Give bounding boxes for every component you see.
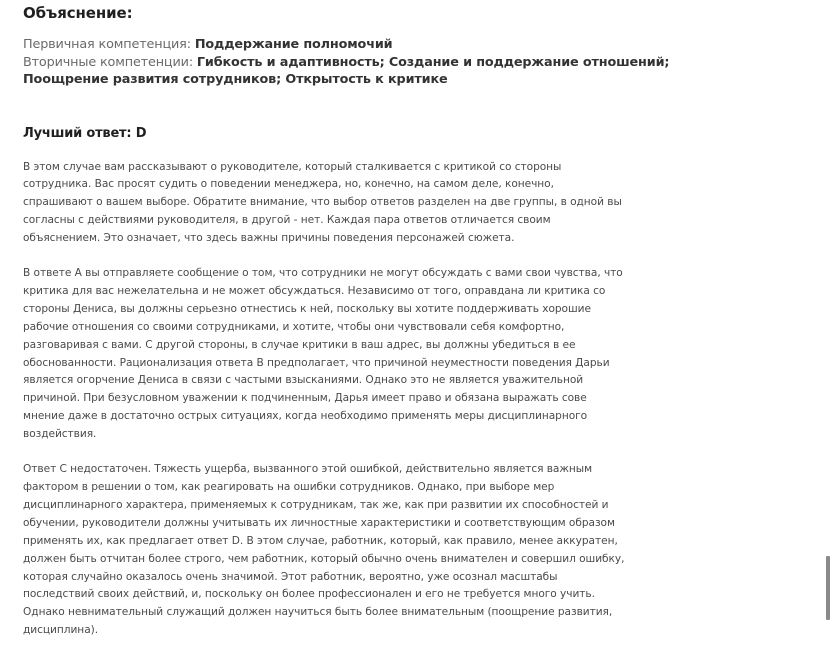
paragraph-line: сотрудника. Вас просят судить о поведении менеджера, но, конечно, на самом деле, конечно, <box>23 178 554 191</box>
paragraph-line: которая случайно оказалось очень значимой. Этот работник, вероятно, уже осознал масштабы <box>23 570 558 583</box>
secondary-competencies-value-line2: Поощрение развития сотрудников; Открытость к критике <box>23 72 448 87</box>
paragraph-2 <box>23 265 823 444</box>
secondary-competencies <box>23 54 823 72</box>
paragraph-line: рабочие отношения со своими сотрудниками, и хотите, чтобы они чувствовали себя комфортно, <box>23 320 565 333</box>
paragraph-line: применять их, как предлагает ответ D. В этом случае, работник, который, как правило, менее аккуратен, <box>23 534 618 547</box>
paragraph-line: воздействия. <box>23 428 97 441</box>
paragraph-line: последствий своих действий, и, поскольку он более профессионален и его не требуется много учить. <box>23 588 595 601</box>
secondary-competencies-label: Вторичные компетенции: <box>23 54 193 70</box>
scrollbar-thumb[interactable] <box>826 556 830 620</box>
best-answer-label: Лучший ответ: <box>23 125 132 141</box>
explanation-heading: Объяснение: <box>23 4 133 22</box>
paragraph-line: В этом случае вам рассказывают о руководителе, который сталкивается с критикой со стороны <box>23 160 562 173</box>
paragraph-line: Однако невнимательный служащий должен научиться быть более внимательным (поощрение развития, <box>23 606 613 619</box>
best-answer-value: D <box>135 125 147 141</box>
best-answer <box>23 125 823 143</box>
paragraph-line: обоснованности. Рационализация ответа В предполагает, что причиной неуместности поведения Дарьи <box>23 356 610 369</box>
explanation-content <box>23 0 823 640</box>
paragraph-line: критика для вас нежелательна и не может обсуждаться. Независимо от того, оправдана ли критика со <box>23 284 606 297</box>
primary-competency-value: Поддержание полномочий <box>194 37 393 52</box>
paragraph-line: В ответе А вы отправляете сообщение о том, что сотрудники не могут обсуждать с вами свои чувства, что <box>23 267 623 280</box>
paragraph-line: спрашивают о вашем выборе. Обратите внимание, что выбор ответов разделен на две группы, в одной вы <box>23 196 622 209</box>
primary-competency <box>23 36 823 54</box>
paragraph-line: Ответ С недостаточен. Тяжесть ущерба, вызванного этой ошибкой, действительно является важным <box>23 463 593 476</box>
primary-competency-label: Первичная компетенция: <box>23 37 191 52</box>
secondary-competencies-value-line1: Гибкость и адаптивность; Создание и поддержание отношений; <box>196 54 670 70</box>
secondary-competencies-cont <box>23 71 823 89</box>
paragraph-line: стороны Дениса, вы должны серьезно отнестись к ней, поскольку вы хотите поддерживать хорошие <box>23 302 591 315</box>
paragraph-line: является огорчение Дениса в связи с частыми взысканиями. Однако это не является уважительной <box>23 374 584 387</box>
paragraph-line: дисциплинарного характера, применяемых к сотрудникам, так же, как при развитии их способностей и <box>23 498 609 511</box>
competencies-block <box>23 36 823 89</box>
paragraph-line: объяснением. Это означает, что здесь важны причины поведения персонажей сюжета. <box>23 232 515 245</box>
paragraph-line: разговаривая с вами. С другой стороны, в случае критики в ваш адрес, вы должны убедиться в ее <box>23 338 576 351</box>
paragraph-line: причиной. При безусловном уважении к подчиненным, Дарья имеет право и обязана выражать сове <box>23 392 587 405</box>
paragraph-3 <box>23 461 823 640</box>
paragraph-line: фактором в решении о том, как реагировать на ошибки сотрудников. Однако, при выборе мер <box>23 481 555 493</box>
paragraph-1 <box>23 159 823 249</box>
paragraph-line: согласны с действиями руководителя, в другой - нет. Каждая пара ответов отличается своим <box>23 214 551 227</box>
paragraph-line: мнение даже в достаточно острых ситуациях, когда необходимо применять меры дисциплинарного <box>23 410 588 423</box>
paragraph-line: обучении, руководители должны учитывать их личностные характеристики и соответствующим образом <box>23 516 615 529</box>
paragraph-line: должен быть отчитан более строго, чем работник, который обычно очень внимателен и совершил ошибку, <box>23 552 625 565</box>
paragraph-line: дисциплина). <box>23 624 99 637</box>
